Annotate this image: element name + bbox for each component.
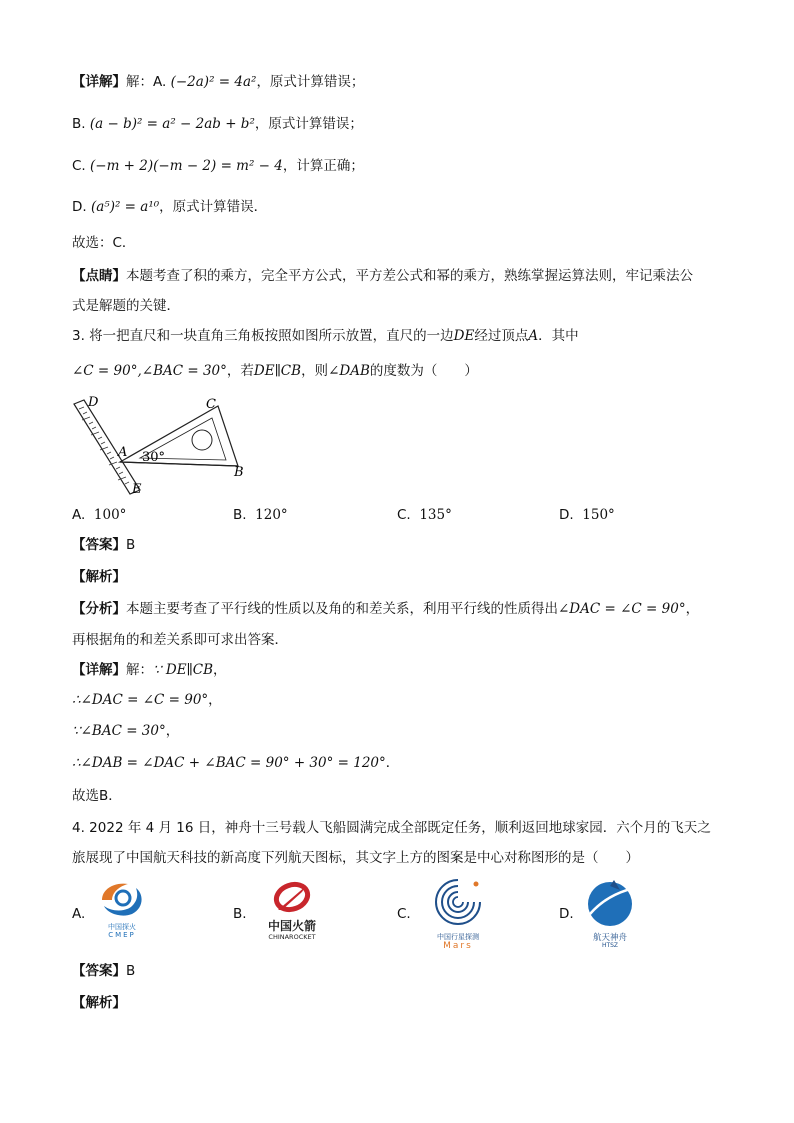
stem-math: ∠DAB: [328, 363, 370, 379]
label-b: B: [234, 465, 244, 480]
label-e: E: [132, 482, 142, 497]
stem-math: A: [528, 328, 539, 344]
comment-tag: 【点睛】: [72, 268, 126, 284]
stem-math: DE: [453, 328, 475, 344]
label-a: A: [118, 445, 128, 460]
q2-comment-line-1: [72, 266, 693, 286]
q2-choice: 故选：C．: [72, 235, 136, 251]
cmep-logo-icon: [96, 880, 148, 920]
q4-option-a-label: A.: [72, 906, 86, 922]
set-square-hole: [192, 430, 212, 450]
q4-analysis-tag: 【解析】: [72, 995, 126, 1011]
stem-text: ．其中: [538, 328, 579, 344]
option-label: A.: [153, 74, 167, 90]
shenzhou-logo-icon: [584, 878, 636, 930]
option-label: B.: [72, 116, 86, 132]
stem-text: ，若: [226, 363, 254, 379]
q3-stem-line-1: [72, 326, 579, 346]
option-label: D.: [72, 199, 87, 215]
math-expression: (−2a)² = 4a²: [170, 74, 257, 90]
china-rocket-logo-subtext: CHINAROCKET: [268, 933, 316, 941]
stem-text: ，则: [301, 363, 329, 379]
option-label: C.: [72, 158, 86, 174]
q4-stem-line-2: 旅展现了中国航天科技的新高度下列航天图标，其文字上方的图案是中心对称图形的是（ ）: [72, 850, 639, 866]
label-angle: 30°: [142, 450, 166, 465]
stem-text: 的度数为（ ）: [369, 363, 478, 379]
q2-detail-line-b: [72, 114, 363, 134]
math-expression: (−m + 2)(−m − 2) = m² − 4: [90, 158, 283, 174]
q4-option-d-label: D.: [559, 906, 574, 922]
china-rocket-logo-text: 中国火箭: [267, 919, 316, 933]
note-text: ，原式计算错误．: [159, 199, 268, 215]
stem-math: DE∥CB: [253, 363, 302, 379]
q4-answer: 【答案】B: [72, 963, 136, 979]
detail-tag: 【详解】: [72, 74, 126, 90]
note-text: ，计算正确；: [282, 158, 364, 174]
q3-fenxi-line-2: 再根据角的和差关系即可求出答案．: [72, 632, 288, 648]
note-text: ，原式计算错误；: [256, 74, 365, 90]
ruler-shape: [74, 400, 140, 494]
q3-analysis-tag: 【解析】: [72, 569, 126, 585]
q2-comment-line-2: 式是解题的关键．: [72, 298, 180, 314]
mars-exploration-logo-icon: [428, 874, 488, 930]
stem-math: ∠C = 90°,∠BAC = 30°: [72, 363, 227, 379]
q4-stem-line-1: 4. 2022 年 4 月 16 日，神舟十三号载人飞船圆满完成全部既定任务，顺利返回地球家园．六个月的飞天之: [72, 820, 711, 836]
q3-option-a: A. 100°: [72, 507, 127, 523]
shenzhou-logo-subtext: HTSZ: [601, 942, 619, 949]
q4-option-b-label: B.: [233, 906, 247, 922]
cmep-logo-subtext: CMEP: [108, 931, 136, 939]
q3-detail-line-3: ∵∠BAC = 30°，: [72, 723, 180, 739]
label-c: C: [206, 397, 216, 412]
mars-logo-subtext: Mars: [443, 941, 473, 951]
q3-detail-line-2: ∴∠DAC = ∠C = 90°，: [72, 692, 222, 708]
china-rocket-logo-icon: [268, 880, 316, 918]
detail-intro: 解：: [126, 74, 153, 90]
q3-option-c: C. 135°: [397, 507, 452, 523]
label-d: D: [88, 395, 99, 410]
math-expression: (a − b)² = a² − 2ab + b²: [89, 116, 255, 132]
mars-logo-text: 中国行星探测: [437, 933, 479, 941]
q3-detail-line-4: ∴∠DAB = ∠DAC + ∠BAC = 90° + 30° = 120°．: [72, 755, 400, 771]
q3-figure: [66, 390, 266, 498]
q4-option-c-label: C.: [397, 906, 411, 922]
q3-choice: 故选B．: [72, 788, 122, 804]
q3-option-d: D. 150°: [559, 507, 615, 523]
stem-text: 经过顶点: [474, 328, 529, 344]
q2-detail-line-a: [72, 72, 364, 92]
q3-answer: 【答案】B: [72, 537, 136, 553]
q3-option-b: B. 120°: [233, 507, 288, 523]
q2-detail-line-d: [72, 197, 267, 217]
math-expression: (a⁵)² = a¹⁰: [90, 199, 160, 215]
q3-fenxi-line-1: 【分析】本题主要考查了平行线的性质以及角的和差关系，利用平行线的性质得出∠DAC = ∠C = 90°，: [72, 601, 700, 617]
note-text: ，原式计算错误；: [254, 116, 363, 132]
stem-text: 3. 将一把直尺和一块直角三角板按照如图所示放置，直尺的一边: [72, 328, 454, 344]
q3-detail-line-1: 【详解】解：∵ DE∥CB，: [72, 662, 227, 678]
cmep-logo-text: 中国探火: [108, 923, 136, 931]
q2-detail-line-c: [72, 156, 364, 176]
q3-stem-line-2: [72, 361, 478, 381]
comment-text: 本题考查了积的乘方，完全平方公式，平方差公式和幂的乘方，熟练掌握运算法则，牢记乘法公: [126, 268, 693, 284]
shenzhou-logo-text: 航天神舟: [592, 933, 627, 943]
line-ab: [120, 462, 238, 466]
